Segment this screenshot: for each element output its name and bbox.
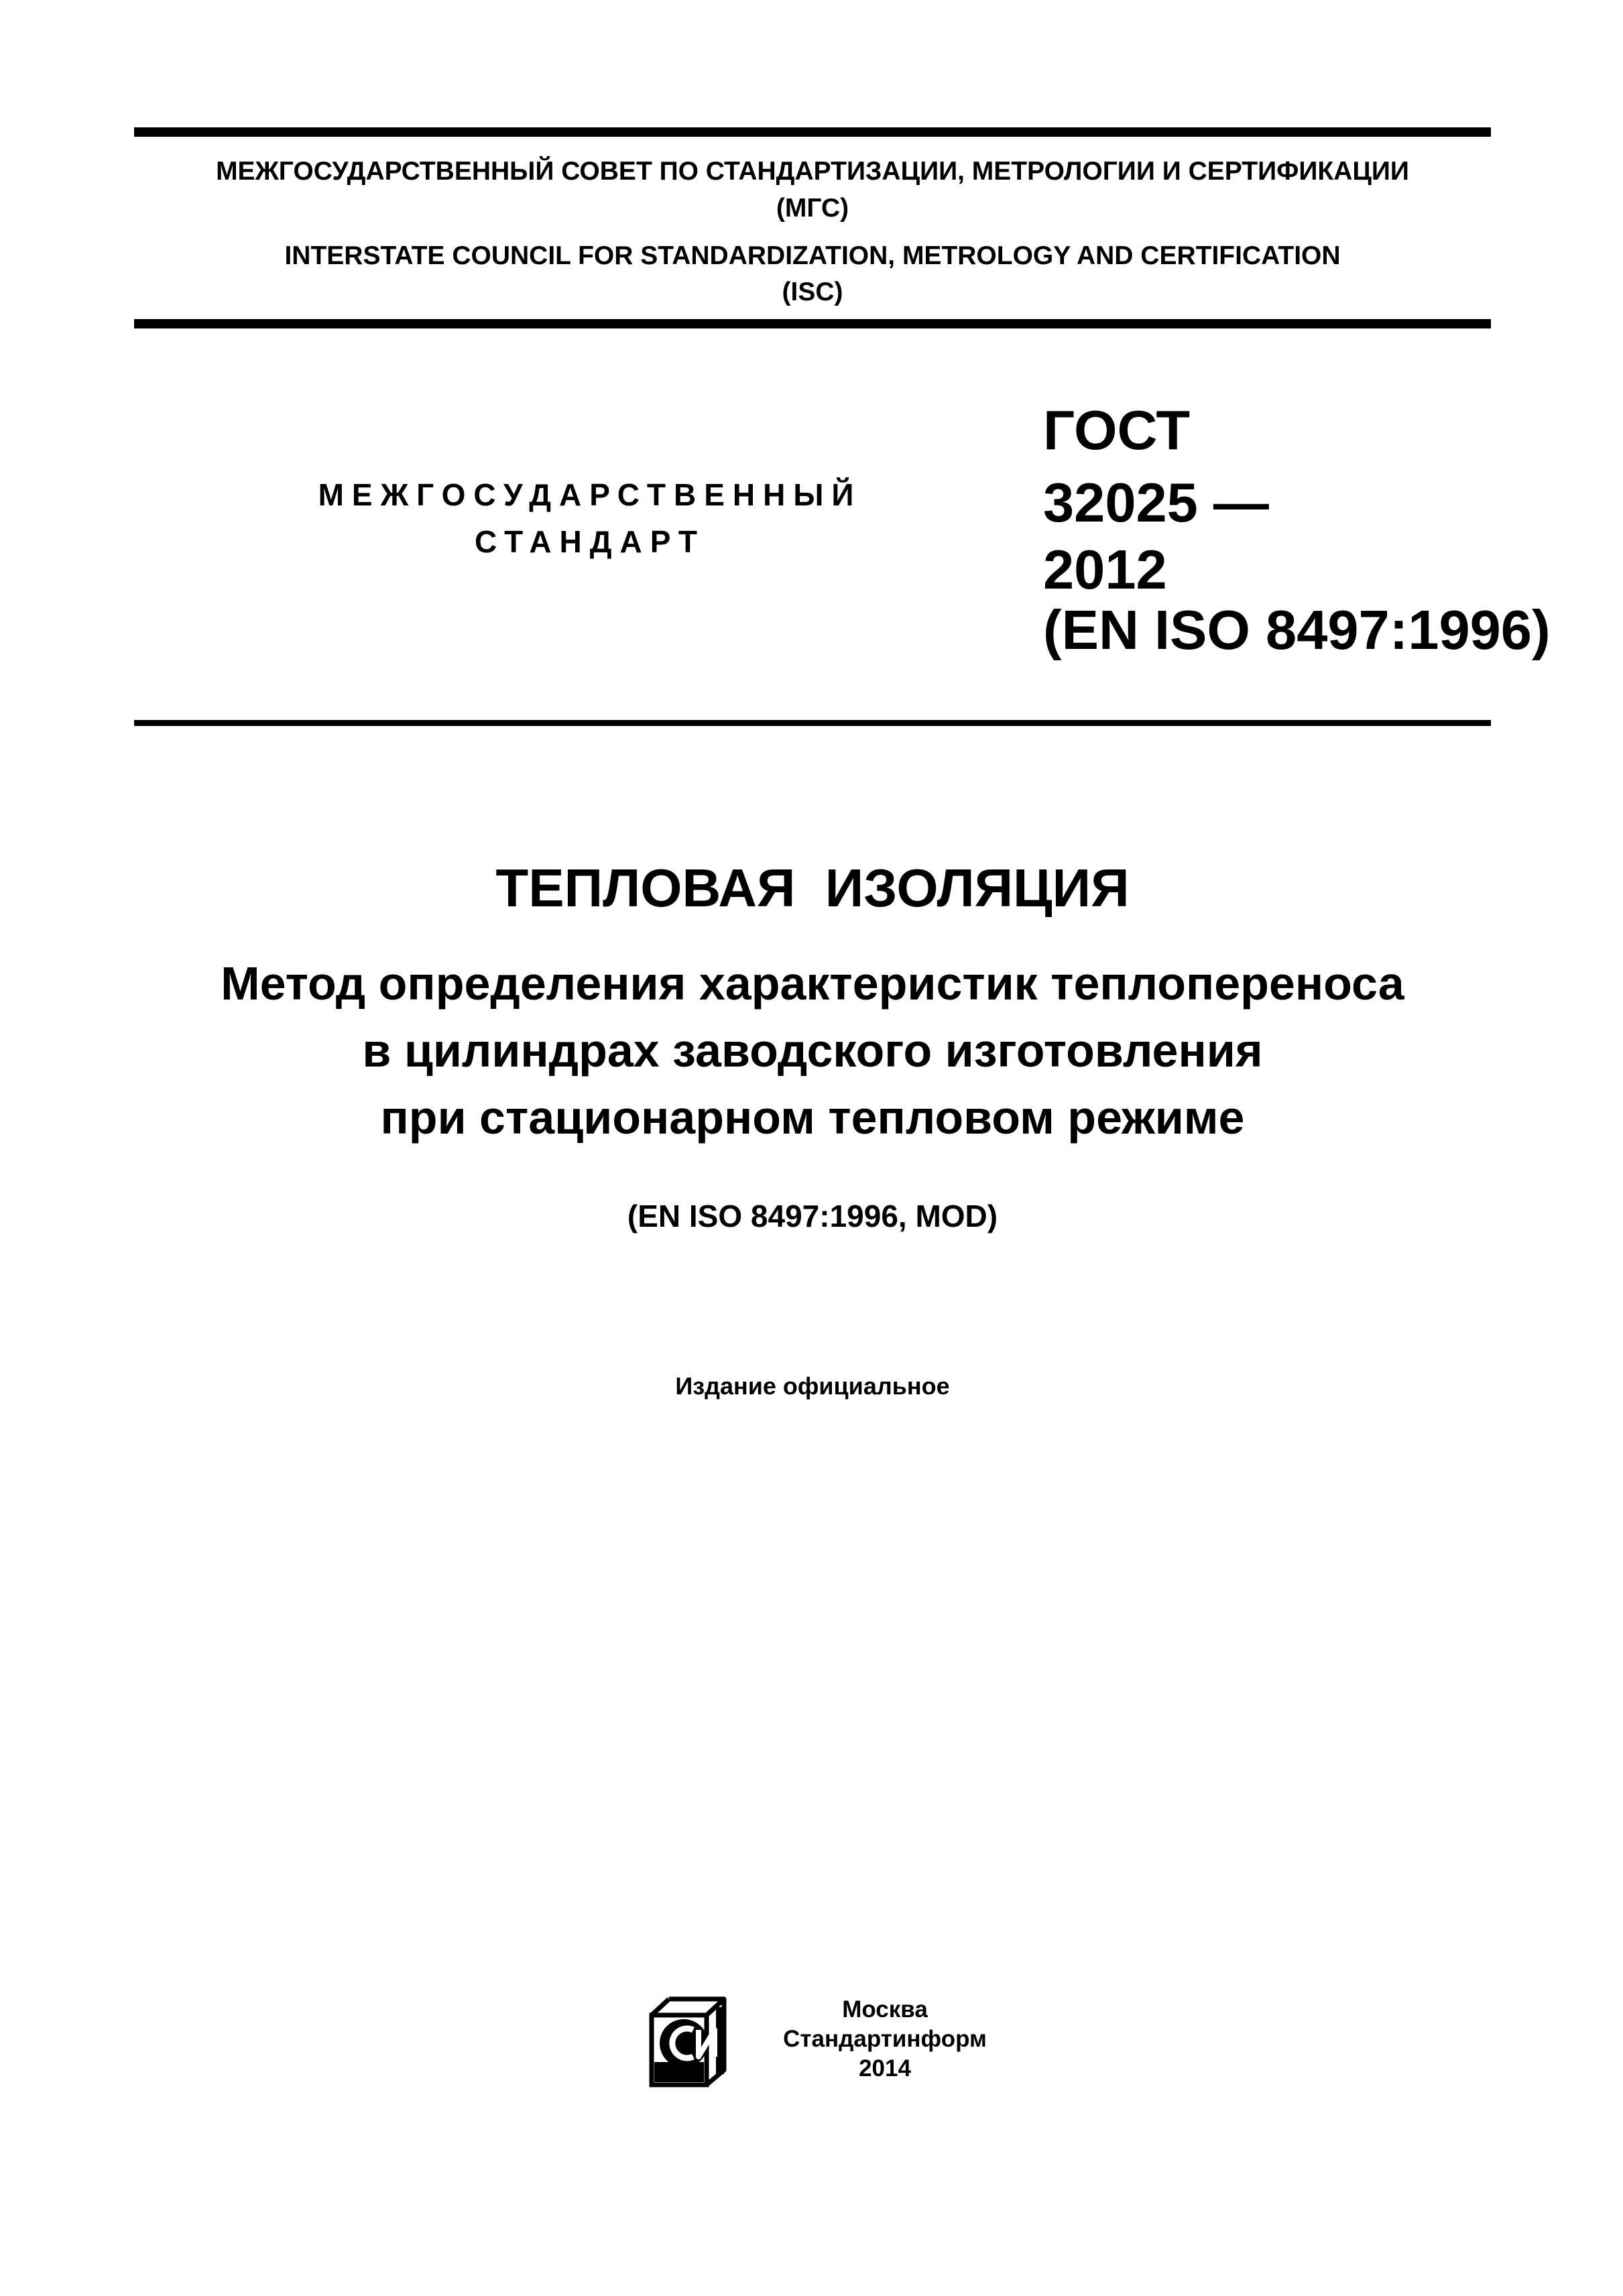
council-name-en: INTERSTATE COUNCIL FOR STANDARDIZATION, METROLOGY AND CERTIFICATION	[284, 241, 1341, 270]
standard-type-line2: СТАНДАРТ	[475, 524, 705, 559]
council-abbr-ru: (МГС)	[776, 194, 849, 223]
document-title: ТЕПЛОВАЯ ИЗОЛЯЦИЯ	[495, 858, 1130, 918]
council-name-ru: МЕЖГОСУДАРСТВЕННЫЙ СОВЕТ ПО СТАНДАРТИЗАЦИИ, МЕТРОЛОГИИ И СЕРТИФИКАЦИИ	[216, 157, 1409, 186]
standard-type-line1: МЕЖГОСУДАРСТВЕННЫЙ	[318, 477, 862, 512]
gost-year: 2012	[1043, 538, 1167, 601]
publisher-year: 2014	[859, 2055, 911, 2081]
document-subtitle-line: в цилиндрах заводского изготовления	[362, 1024, 1263, 1077]
edition-note: Издание официальное	[675, 1372, 950, 1400]
top-rule	[134, 127, 1491, 137]
document-subtitle-line: при стационарном тепловом режиме	[380, 1091, 1245, 1144]
modification-note: (EN ISO 8497:1996, MOD)	[627, 1199, 998, 1233]
header-bottom-rule	[134, 319, 1491, 328]
gost-number: 32025 —	[1043, 471, 1269, 534]
gost-equivalent: (EN ISO 8497:1996)	[1043, 599, 1551, 661]
gost-label: ГОСТ	[1043, 399, 1191, 461]
publisher-city: Москва	[842, 1996, 928, 2022]
council-abbr-en: (ISC)	[782, 278, 843, 306]
standartinform-logo-icon	[649, 1995, 744, 2089]
publisher-name: Стандартинформ	[783, 2026, 987, 2052]
document-subtitle-line: Метод определения характеристик теплопереноса	[221, 957, 1404, 1010]
designation-bottom-rule	[134, 720, 1491, 726]
